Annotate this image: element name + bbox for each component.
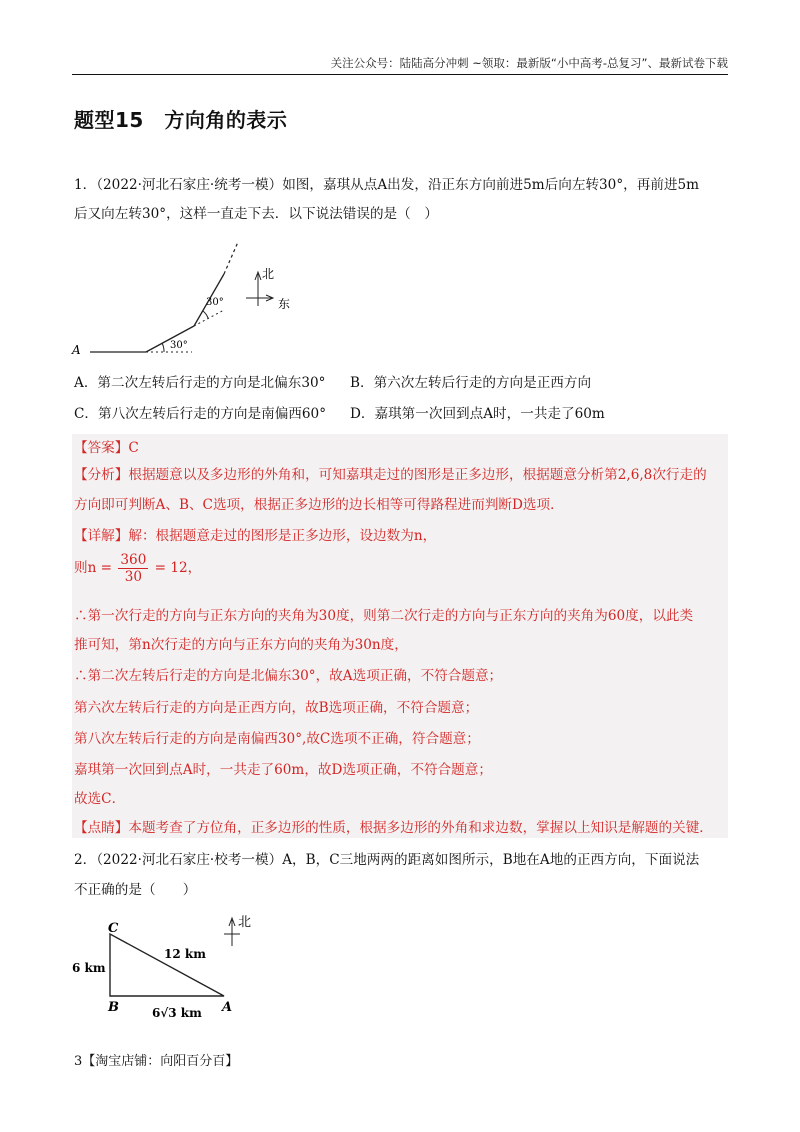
q2-side-ca: 12 km (164, 947, 206, 961)
formula-suffix: = 12， (154, 560, 202, 576)
header-rule (72, 74, 728, 75)
q1-figure (66, 238, 326, 364)
solution-step-1: ∴第一次行走的方向与正东方向的夹角为30度，则第二次行走的方向与正东方向的夹角为60度，以此类 (74, 608, 694, 624)
q2-side-ba: 6√3 km (152, 1006, 202, 1020)
fraction-numerator: 360 (120, 552, 147, 568)
q1-angle-label-1: 30° (170, 340, 188, 351)
q2-label-b: B (108, 1000, 119, 1015)
q1-compass-north-label: 北 (262, 267, 275, 281)
q1-option-c: C．第八次左转后行走的方向是南偏西60° (74, 406, 326, 422)
solution-step-3: ∴第二次左转后行走的方向是北偏东30°，故A选项正确，不符合题意； (74, 668, 503, 684)
q2-label-a: A (222, 1000, 233, 1015)
solution-step-6: 嘉琪第一次回到点A时，一共走了60m，故D选项正确，不符合题意； (74, 762, 492, 778)
q2-figure (66, 912, 286, 1028)
q1-stem-line2: 后又向左转30°，这样一直走下去．以下说法错误的是（ ） (74, 206, 438, 222)
section-title: 题型15 方向角的表示 (74, 108, 288, 132)
q1-option-a: A．第二次左转后行走的方向是北偏东30° (74, 375, 326, 391)
solution-analysis-line2: 方向即可判断A、B、C选项，根据正多边形的边长相等可得路程进而判断D选项． (74, 497, 564, 513)
page-header: 关注公众号：陆陆高分冲刺 ~领取：最新版“小中高考-总复习”、最新试卷下载 (330, 56, 728, 70)
q2-side-cb: 6 km (72, 961, 106, 975)
q1-option-b: B．第六次左转后行走的方向是正西方向 (350, 375, 592, 391)
fraction-denominator: 30 (124, 569, 143, 585)
solution-comment: 【点睛】本题考查了方位角，正多边形的性质，根据多边形的外角和求边数，掌握以上知识是解题的关键． (74, 820, 713, 836)
q1-path-continuation (224, 242, 238, 274)
q1-angle-arc-1 (162, 343, 164, 352)
q2-stem-line2: 不正确的是（ ） (74, 882, 197, 898)
q2-label-c: C (108, 921, 119, 936)
formula-prefix: 则n = (74, 560, 113, 576)
q1-option-d: D．嘉琪第一次回到点A时，一共走了60m (350, 406, 605, 422)
solution-answer: 【答案】C (74, 440, 139, 456)
formula-fraction (118, 552, 148, 585)
solution-step-7: 故选C． (74, 791, 126, 807)
solution-step-5: 第八次左转后行走的方向是南偏西30°,故C选项不正确，符合题意； (74, 731, 480, 747)
solution-step-4: 第六次左转后行走的方向是正西方向，故B选项正确，不符合题意； (74, 700, 479, 716)
solution-formula (74, 550, 201, 586)
solution-analysis-line1: 【分析】根据题意以及多边形的外角和，可知嘉琪走过的图形是正多边形，根据题意分析第2,6,8次行走的 (74, 467, 707, 483)
solution-detail-line1: 【详解】解：根据题意走过的图形是正多边形，设边数为n， (74, 528, 437, 544)
q1-compass-east-label: 东 (278, 297, 291, 311)
solution-step-2: 推可知，第n次行走的方向与正东方向的夹角为30n度， (74, 637, 408, 653)
q2-triangle (110, 934, 224, 996)
page-footer: 3【淘宝店铺：向阳百分百】 (74, 1054, 239, 1069)
q1-figure-label-a: A (72, 343, 81, 357)
q1-angle-arc-2 (203, 311, 208, 318)
q1-angle-label-2: 30° (206, 297, 224, 308)
q2-stem-line1: 2．（2022·河北石家庄·校考一模）A，B，C三地两两的距离如图所示，B地在A地的正西方向，下面说法 (74, 852, 700, 868)
q1-stem-line1: 1．（2022·河北石家庄·统考一模）如图，嘉琪从点A出发，沿正东方向前进5m后向左转30°，再前进5m (74, 177, 700, 193)
q2-compass-north-label: 北 (238, 915, 252, 930)
